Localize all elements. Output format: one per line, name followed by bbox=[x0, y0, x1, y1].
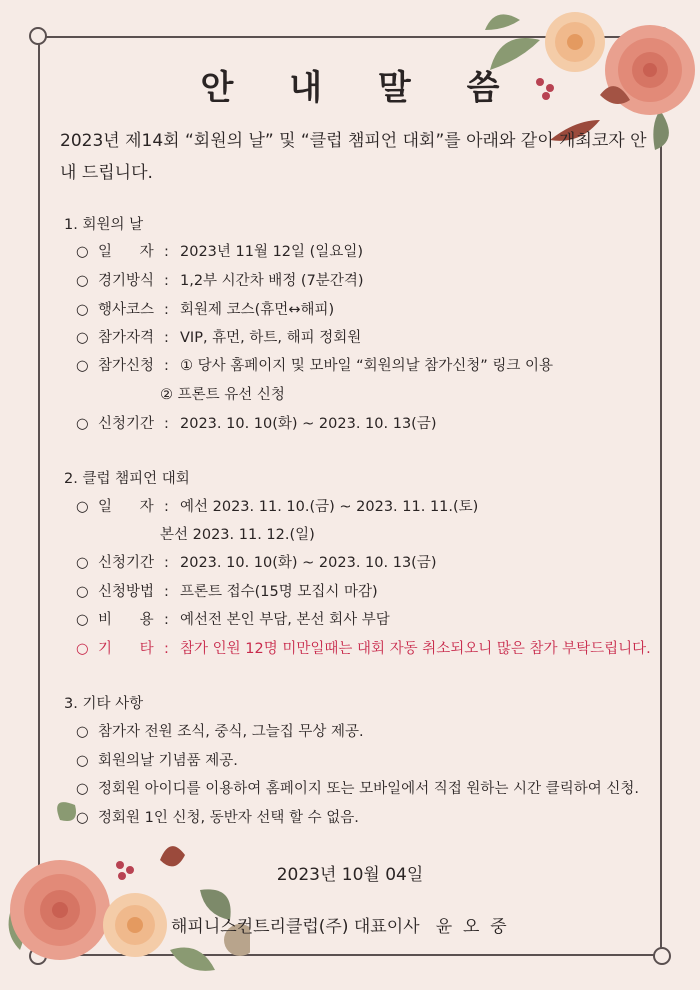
list-item: ○ 일 자 : 예선 2023. 11. 10.(금) ~ 2023. 11. 11.(토) bbox=[76, 499, 479, 515]
signature: 해피니스컨트리클럽(주) 대표이사 윤 오 중 bbox=[171, 917, 507, 937]
flower-cluster-bottom-left bbox=[0, 800, 250, 990]
list-item-continuation: ② 프론트 유선 신청 bbox=[160, 387, 285, 403]
list-item: ○ 참가신청 : ① 당사 홈페이지 및 모바일 “회원의날 참가신청” 링크 이용 bbox=[76, 358, 554, 374]
issue-date: 2023년 10월 04일 bbox=[276, 865, 424, 885]
list-item: ○ 참가자 전원 조식, 중식, 그늘집 무상 제공. bbox=[76, 724, 364, 740]
list-item: ○ 회원의날 기념품 제공. bbox=[76, 753, 238, 769]
list-item: ○ 비 용 : 예선전 본인 부담, 본선 회사 부담 bbox=[76, 612, 390, 628]
list-item: ○ 참가자격 : VIP, 휴먼, 하트, 해피 정회원 bbox=[76, 330, 362, 346]
section-heading: 2. 클럽 챔피언 대회 bbox=[64, 471, 190, 487]
page-title: 안 내 말 씀 bbox=[200, 68, 522, 108]
intro-paragraph: 2023년 제14회 “회원의 날” 및 “클럽 챔피언 대회”를 아래와 같이 개최코자 안내 드립니다. bbox=[60, 131, 647, 183]
section-heading: 1. 회원의 날 bbox=[64, 217, 144, 233]
list-item: ○ 정회원 1인 신청, 동반자 선택 할 수 없음. bbox=[76, 810, 359, 826]
list-item: ○ 정회원 아이디를 이용하여 홈페이지 또는 모바일에서 직접 원하는 시간 클릭하여 신청. bbox=[76, 781, 639, 797]
border-corner-top-left bbox=[29, 27, 47, 45]
list-item-continuation: 본선 2023. 11. 12.(일) bbox=[160, 527, 315, 543]
list-item-notice: ○ 기 타 : 참가 인원 12명 미만일때는 대회 자동 취소되오니 많은 참가 부탁드립니다. bbox=[76, 641, 651, 657]
list-item: ○ 일 자 : 2023년 11월 12일 (일요일) bbox=[76, 244, 363, 260]
list-item: ○ 신청방법 : 프론트 접수(15명 모집시 마감) bbox=[76, 584, 378, 600]
border-corner-bottom-right bbox=[653, 947, 671, 965]
list-item: ○ 행사코스 : 회원제 코스(휴먼↔해피) bbox=[76, 302, 335, 318]
section-heading: 3. 기타 사항 bbox=[64, 696, 144, 712]
list-item: ○ 신청기간 : 2023. 10. 10(화) ~ 2023. 10. 13(금) bbox=[76, 555, 437, 571]
list-item: ○ 신청기간 : 2023. 10. 10(화) ~ 2023. 10. 13(금) bbox=[76, 416, 437, 432]
list-item: ○ 경기방식 : 1,2부 시간차 배정 (7분간격) bbox=[76, 273, 364, 289]
